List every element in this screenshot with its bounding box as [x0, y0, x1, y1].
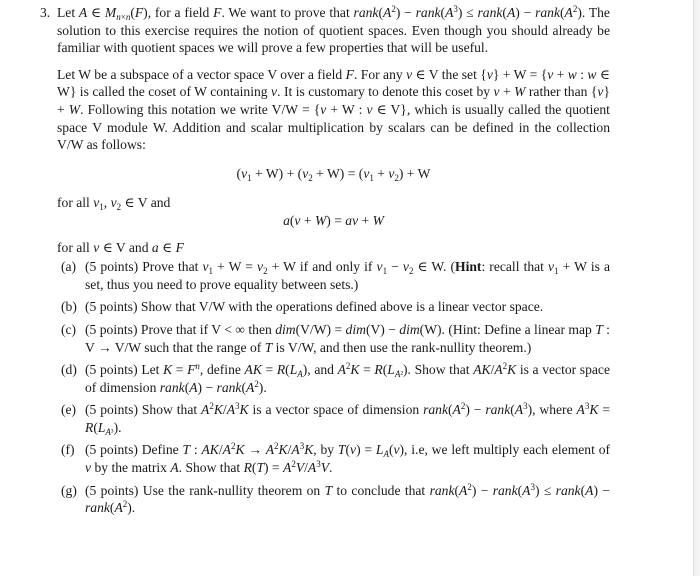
part-label: (g): [61, 482, 77, 498]
part-a: [61, 258, 610, 293]
part-text: (5 points) Prove that if V < ∞ then dim(V/W) = dim(V) − dim(W). (Hint: Define a linear map T : V → V/W such that the range of T is V/W, and then use the rank-nullity theorem.): [85, 321, 610, 355]
part-g: [61, 482, 610, 517]
part-b: [61, 298, 610, 316]
problem-intro: Let A ∈ $M_{n\times n}(F)$, for a field F. We want to prove that $rank(A^2)$ − $rank(A^3)$ ≤ rank(A) − $rank(A^2)$. The solution to this exercise requires the notion of quotient spaces. Even though you should already be familiar with quotient spaces we will prove a few properties that will be useful.: [57, 4, 610, 56]
for-all-v1-v2: for all $v_1$, $v_2$ ∈ V and: [57, 195, 171, 213]
parts-list: [61, 258, 610, 517]
part-label: (e): [61, 402, 77, 418]
part-text: (5 points) Define T : $AK/A^2K \to A^2K/A^3K$, by $T(v) = L_A(v)$, i.e, we left multiply each element of v by the matrix A. Show that $R(T) = A^2V/A^3V$.: [85, 441, 611, 476]
equation-addition: $(v_1 + W) + (v_2 + W) = (v_1 + v_2) + W$: [236, 165, 431, 183]
part-text: (5 points) Show that V/W with the operations defined above is a linear vector space.: [85, 299, 544, 315]
part-f: [61, 441, 610, 476]
problem-number: 3.: [40, 5, 51, 20]
part-text: (5 points) Let $K = F^n$, define AK = $R(L_A)$, and $A^2K = R(L_{A^2})$. Show that $AK/A^2K$ is a vector space of dimension rank(A) − $rank(A^2)$.: [85, 361, 610, 395]
coset-definition: Let W be a subspace of a vector space V over a field F. For any v ∈ V the set {v} + W = {v + w : w ∈ W} is called the coset of W containing v. It is customary to denote this coset by v + W rather than {v} + W. Following this notation we write V/W = {v + W : v ∈ V}, which is usually called the quotient space V module W. Addition and scalar multiplication by scalars can be defined in the collection V/W as follows:: [57, 66, 610, 153]
part-label: (f): [61, 442, 75, 458]
part-text: (5 points) Show that $A^2K/A^3K$ is a vector space of dimension $rank(A^2)$ − $rank(A^3)$, where $A^3K = R(L_{A^3})$.: [85, 401, 610, 437]
for-all-v-a: for all v ∈ V and a ∈ F: [57, 239, 184, 255]
page-edge-shadow: [693, 0, 700, 576]
part-c: [61, 321, 610, 356]
equation-scalar: a(v + W) = av + W: [283, 212, 384, 228]
part-label: (a): [61, 259, 77, 275]
part-d: [61, 361, 610, 396]
part-text: (5 points) Use the rank-nullity theorem on T to conclude that $rank(A^2)$ − $rank(A^3)$ ≤ rank(A) − $rank(A^2)$.: [85, 481, 610, 516]
part-label: (c): [61, 321, 77, 337]
part-text: (5 points) Prove that $v_1 + W = v_2 + W$ if and only if $v_1 - v_2$ ∈ W. (Hint: recall that $v_1 + W$ is a set, thus you need to prove equality between sets.): [85, 259, 610, 292]
part-label: (b): [61, 299, 77, 315]
part-label: (d): [61, 362, 77, 378]
part-e: [61, 401, 610, 436]
problem-3: [40, 4, 610, 522]
